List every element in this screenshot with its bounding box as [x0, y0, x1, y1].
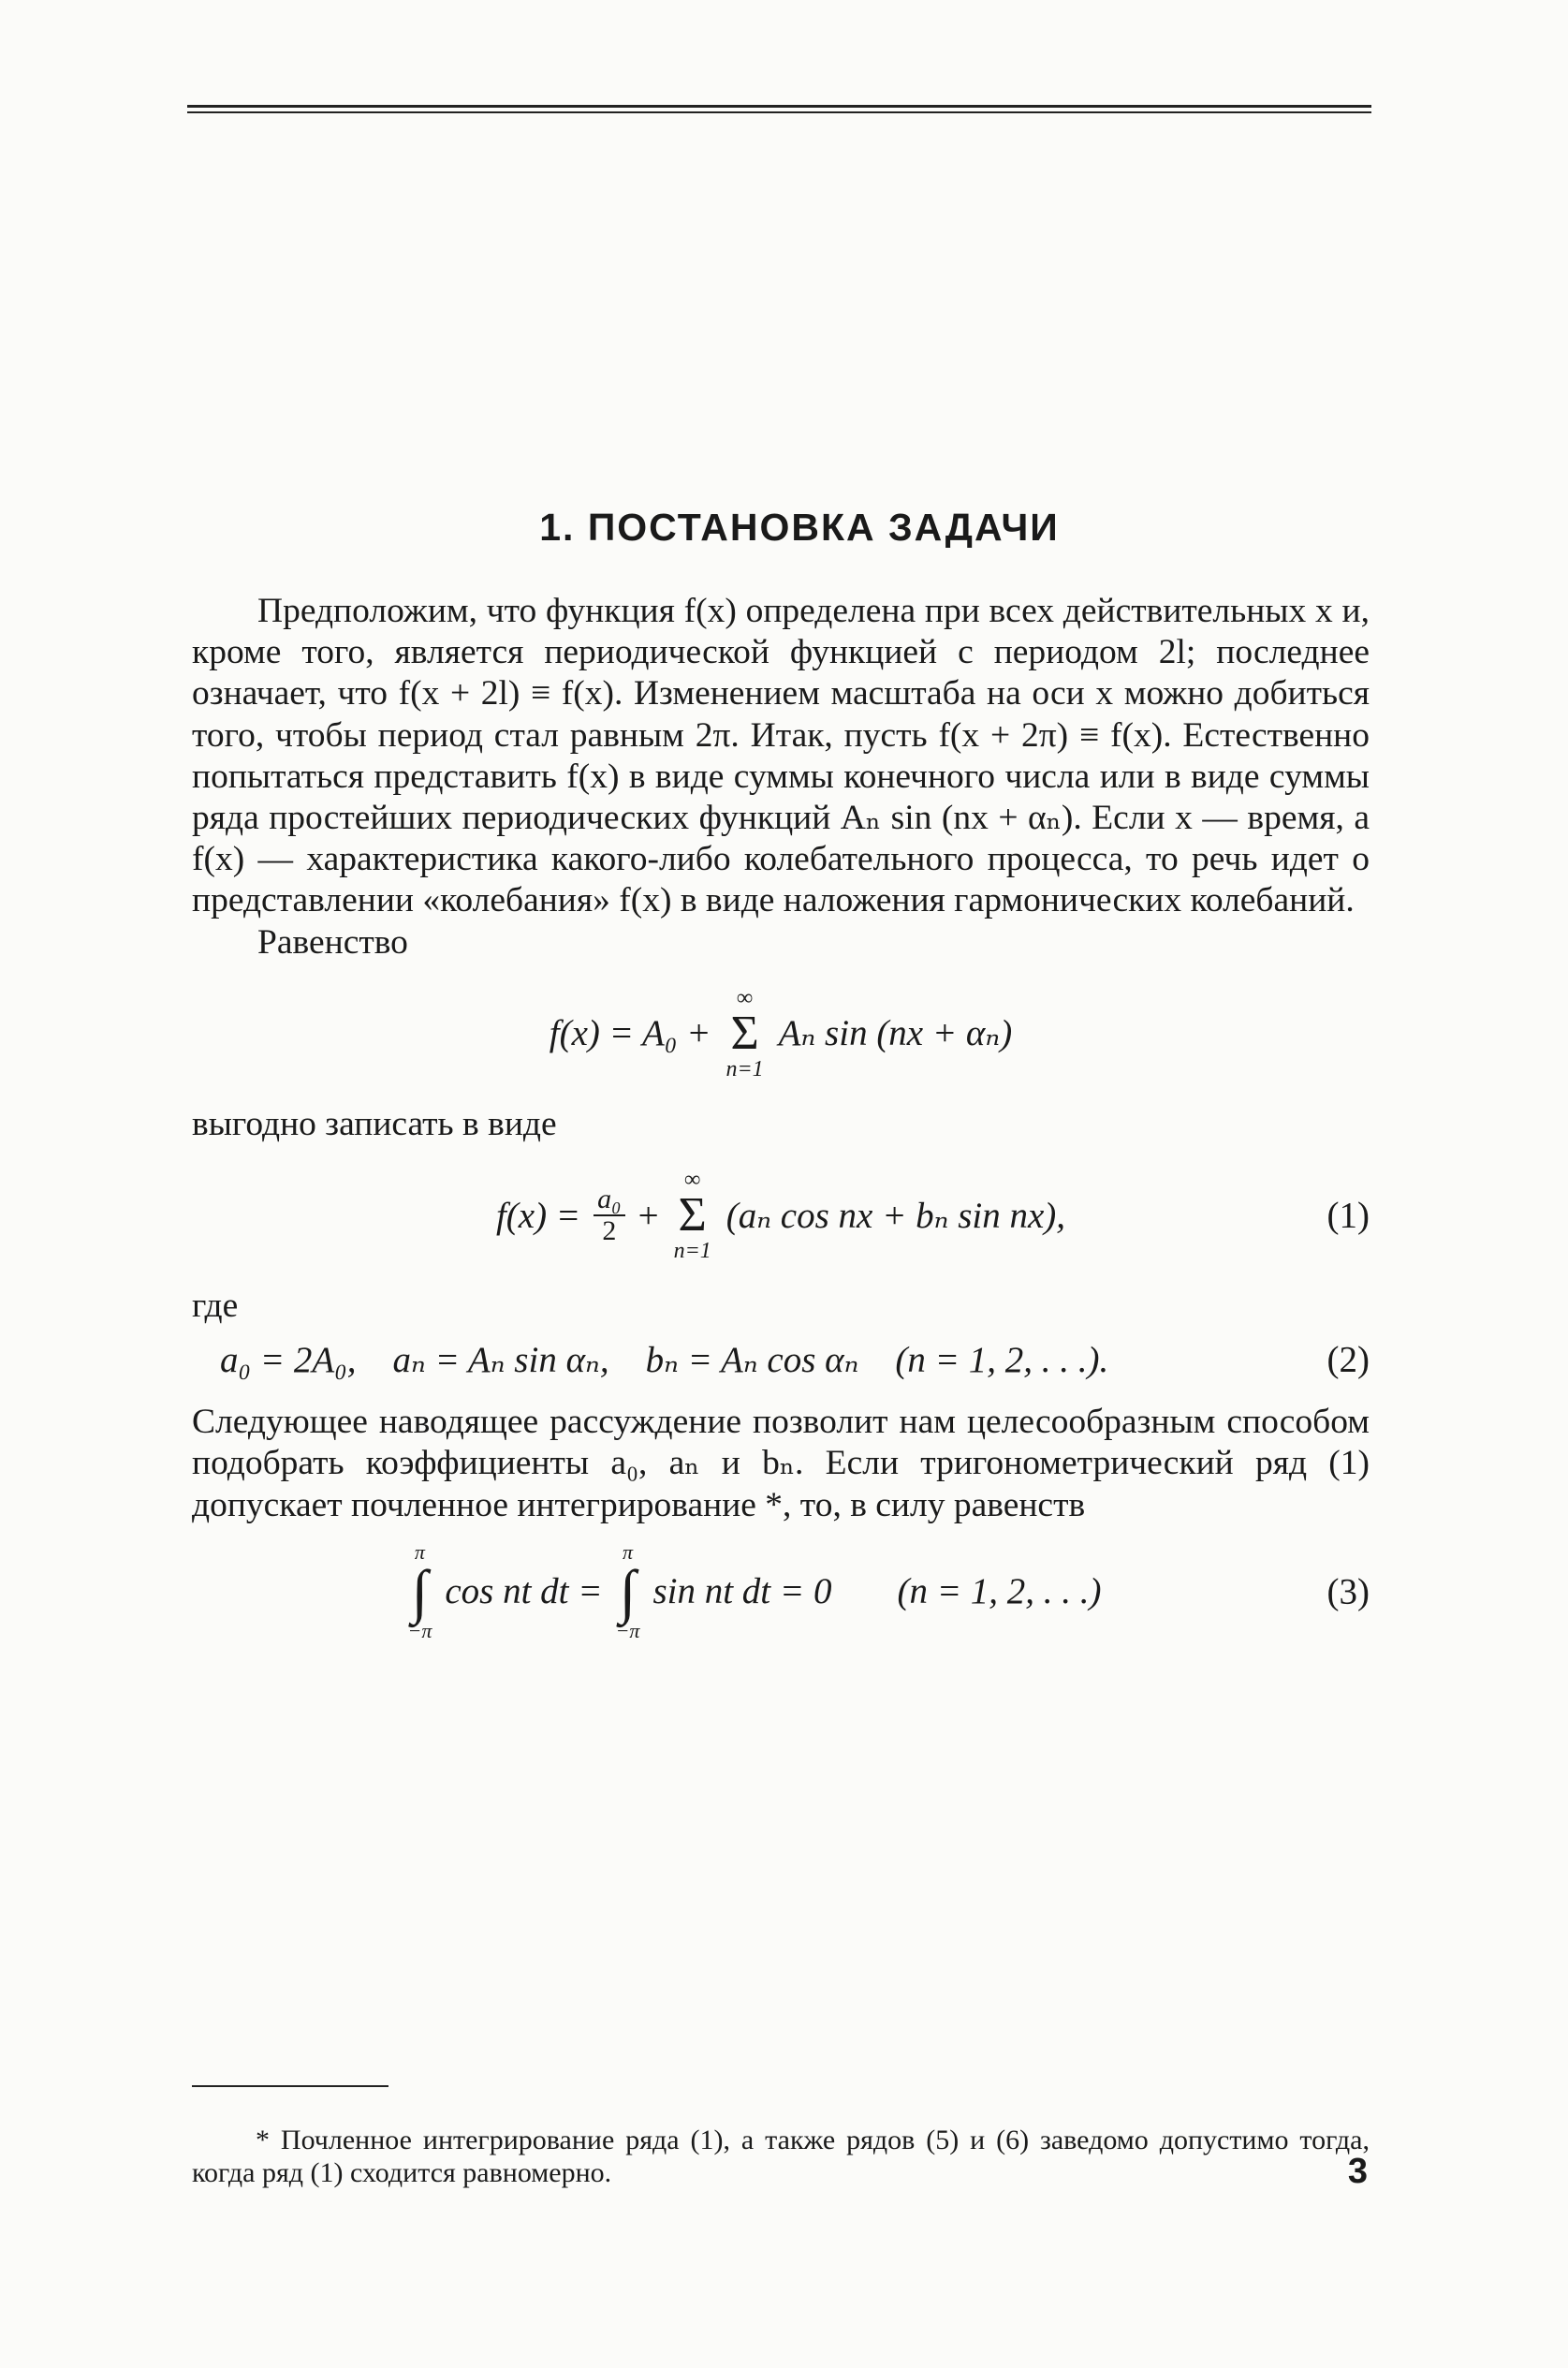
- footnote-rule: [192, 2085, 388, 2087]
- integral-upper-limit: π: [414, 1539, 425, 1564]
- footnote: * Почленное интегрирование ряда (1), а также рядов (5) и (6) заведомо допустимо тогда, когда ряд (1) сходится равномерно.: [192, 2125, 1370, 2188]
- integral-symbol: [615, 1539, 640, 1642]
- sum-upper-limit: ∞: [737, 985, 754, 1010]
- equation-number-1: (1): [1326, 1195, 1370, 1236]
- formula-2-content: a₀ = 2A₀, aₙ = Aₙ sin αₙ, bₙ = Aₙ cos αₙ (n = 1, 2, . . .).: [220, 1339, 1109, 1380]
- integral-glyph: ∫: [411, 1557, 429, 1625]
- section-title: 1. ПОСТАНОВКА ЗАДАЧИ: [539, 506, 1060, 549]
- page-number: 3: [1347, 2152, 1368, 2191]
- integral-upper-limit: π: [623, 1539, 634, 1564]
- equation-number-2: (2): [1326, 1339, 1370, 1380]
- word-equality: Равенство: [257, 922, 408, 962]
- sum-symbol: [725, 987, 763, 1081]
- page-body: [192, 506, 1370, 1657]
- integral-1-body: cos nt dt =: [445, 1571, 603, 1612]
- integral-lower-limit: −π: [407, 1618, 432, 1642]
- sum-lower-limit: n=1: [673, 1239, 711, 1264]
- sum-lower-limit: n=1: [725, 1056, 764, 1081]
- text-write-as: выгодно записать в виде: [192, 1104, 557, 1143]
- formula-1: [192, 1145, 1370, 1286]
- sum-upper-limit: ∞: [684, 1168, 701, 1193]
- paragraph-2: Следующее наводящее рассуждение позволит нам целесообразным способом подобрать коэффициенты a₀, aₙ и bₙ. Если тригонометрический ряд (1) допускает почленное интегрирование *, то, в силу равенств: [192, 1403, 1370, 1524]
- header-rule: [187, 105, 1371, 108]
- header-rule-thin: [187, 111, 1371, 113]
- fraction-numerator: a₀: [593, 1184, 624, 1216]
- sigma-glyph: Σ: [678, 1188, 707, 1243]
- fraction-denominator: 2: [602, 1215, 617, 1247]
- integral-lower-limit: −π: [615, 1618, 640, 1642]
- formula-0: [192, 963, 1370, 1104]
- paragraph-1: Предположим, что функция f(x) определена при всех действительных x и, кроме того, является периодической функцией с периодом 2l; последнее означает, что f(x + 2l) ≡ f(x). Изменением масштаба на оси x можно добиться того, чтобы период стал равным 2π. Итак, пусть f(x + 2π) ≡ f(x). Естественно попытаться представить f(x) в виде суммы конечного числа или в виде суммы ряда простейших периодических функций Aₙ sin (nx + αₙ). Если x — время, а f(x) — характеристика какого-либо колебательного процесса, то речь идет о представлении «колебания» f(x) в виде наложения гармонических колебаний.: [192, 592, 1370, 920]
- formula-3-condition: (n = 1, 2, . . .): [897, 1571, 1102, 1612]
- sum-symbol: [674, 1169, 711, 1262]
- integral-glyph: ∫: [619, 1557, 637, 1625]
- integral-symbol: [407, 1539, 432, 1642]
- formula-2: [192, 1327, 1370, 1392]
- formula-0-rhs: Aₙ sin (nx + αₙ): [778, 1013, 1013, 1054]
- text-where: где: [192, 1287, 239, 1326]
- fraction: [593, 1184, 624, 1246]
- formula-3: [192, 1526, 1370, 1657]
- sigma-glyph: Σ: [730, 1006, 759, 1060]
- equation-number-3: (3): [1326, 1571, 1370, 1612]
- formula-1-lhs: f(x) =: [495, 1195, 581, 1236]
- formula-0-lhs: f(x) = A₀ +: [549, 1013, 711, 1054]
- formula-1-rhs: (aₙ cos nx + bₙ sin nx),: [725, 1195, 1066, 1236]
- plus-sign: +: [637, 1195, 659, 1236]
- integral-2-body: sin nt dt = 0: [652, 1571, 832, 1612]
